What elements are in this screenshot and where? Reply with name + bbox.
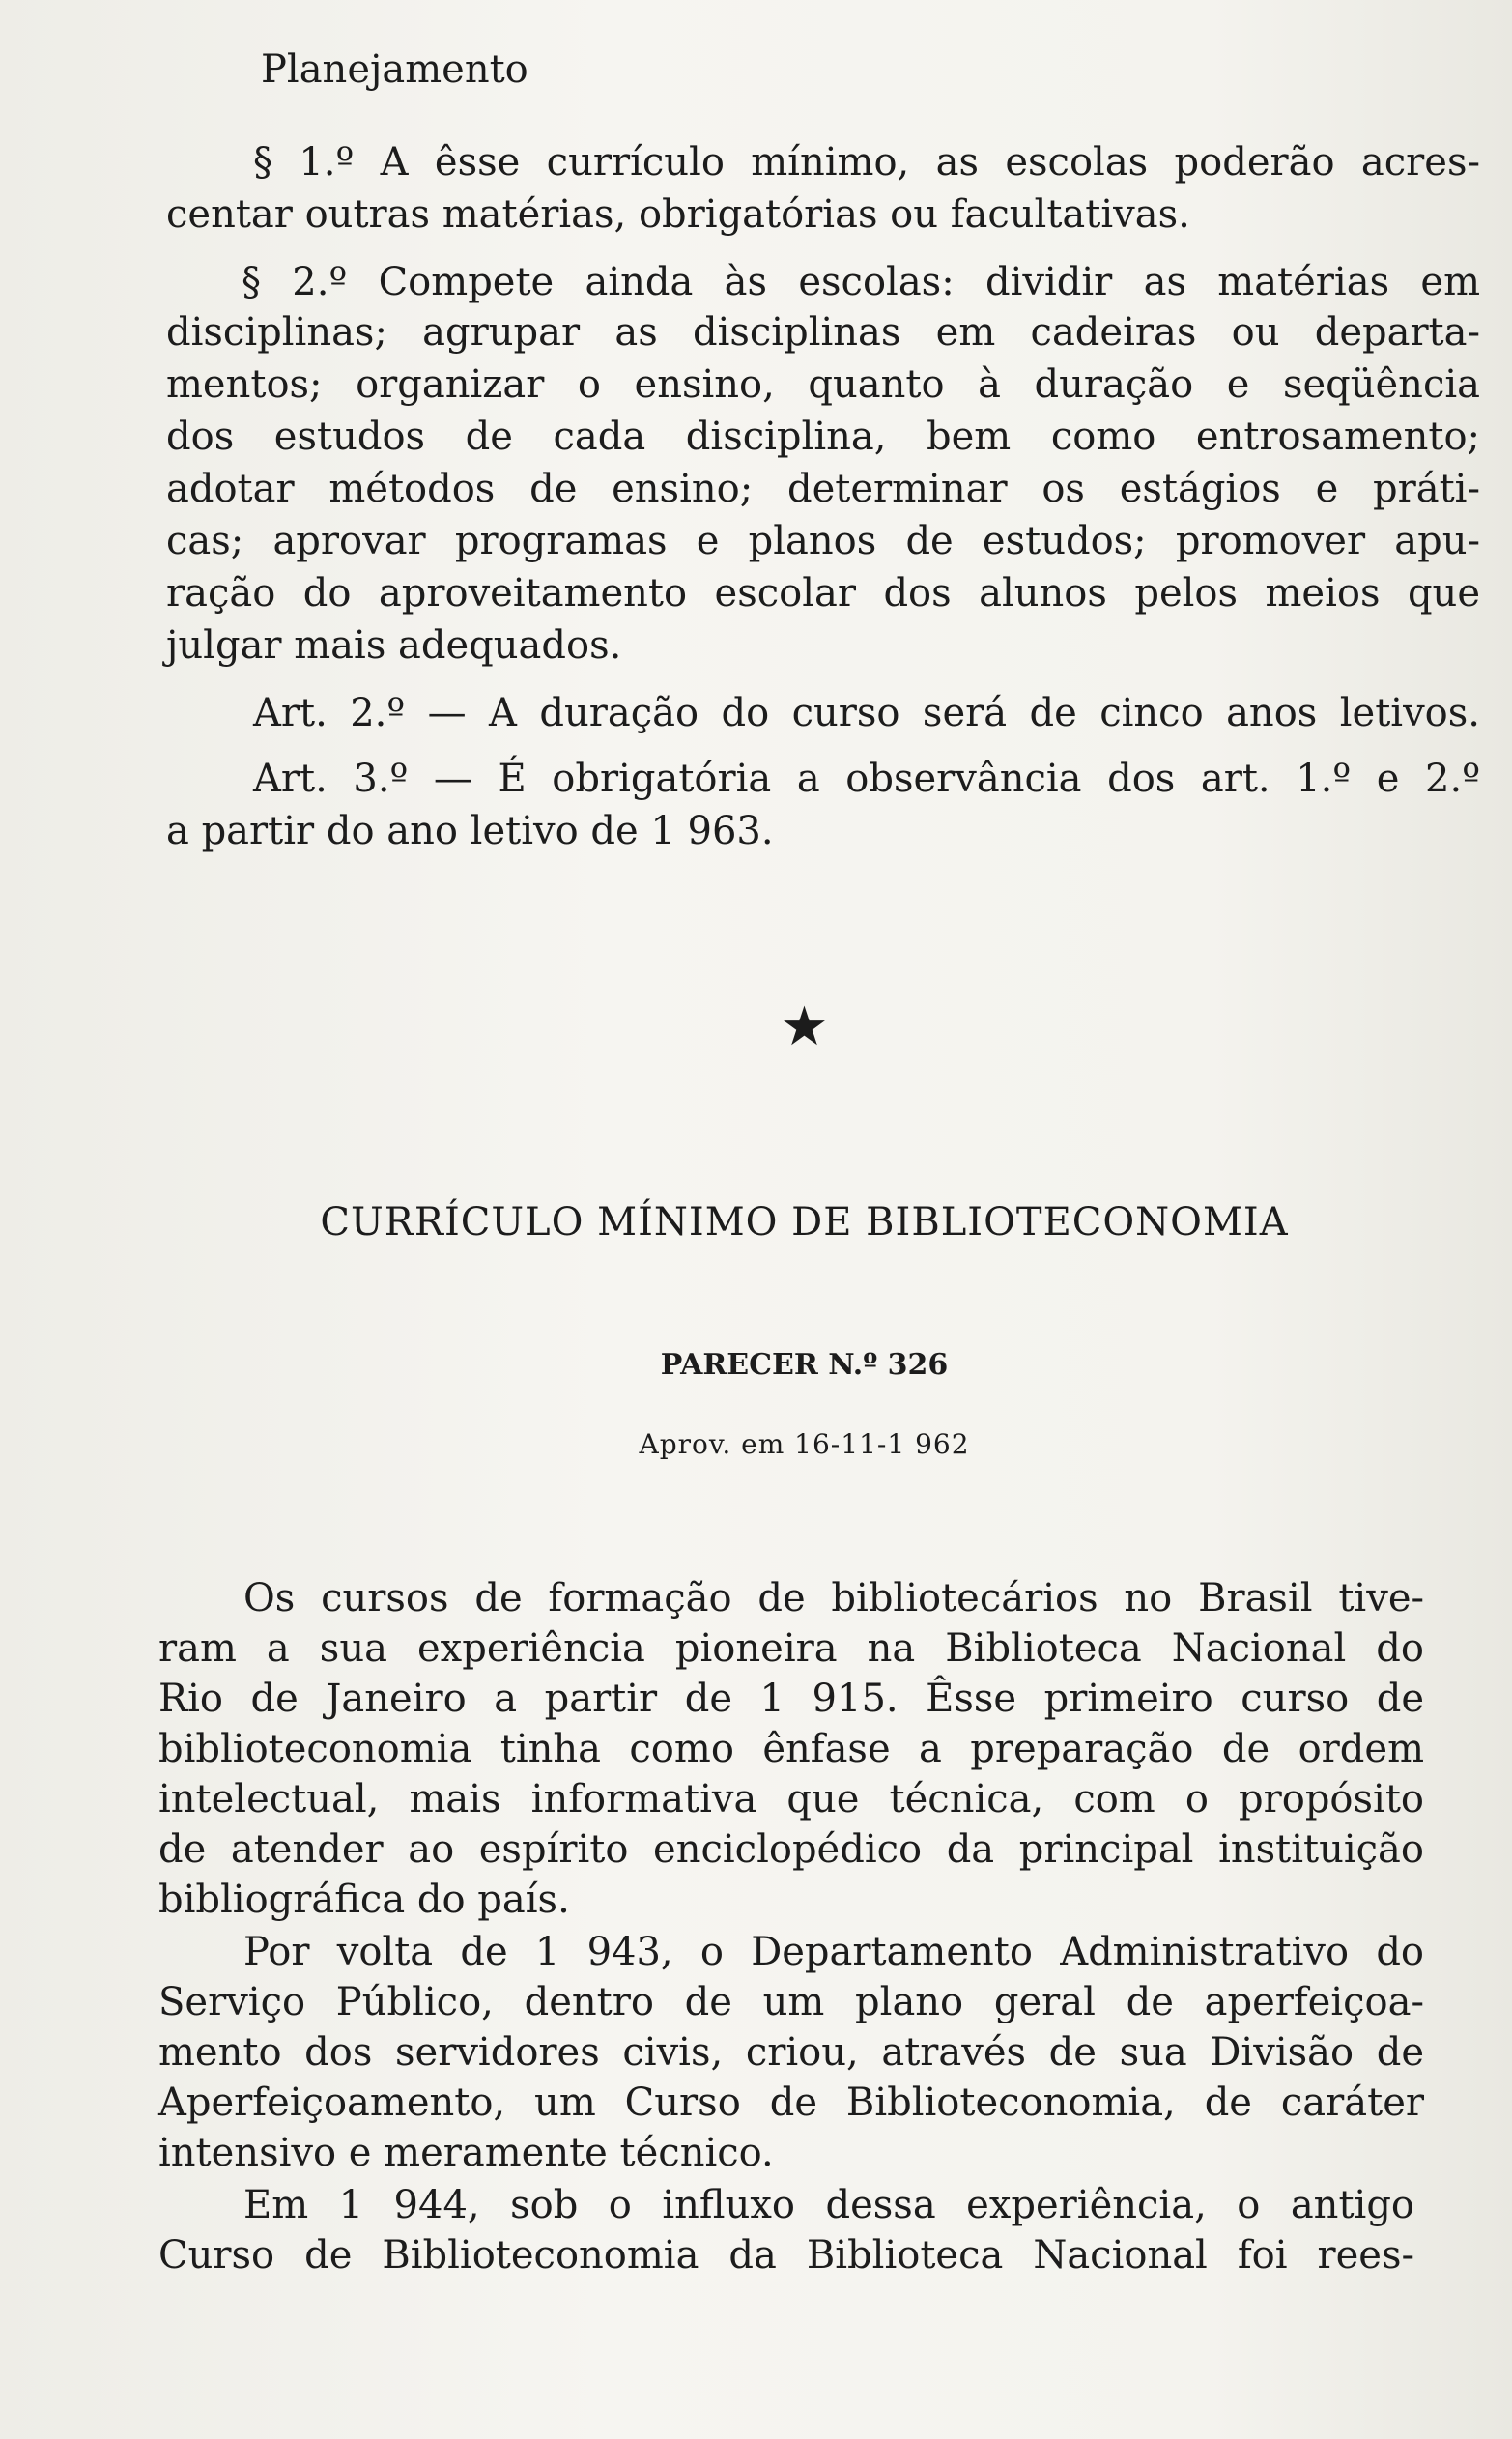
paragraph-line: dos estudos de cada disciplina, bem como entrosamento; — [166, 415, 1480, 459]
body-line: de atender ao espírito enciclopédico da principal instituição — [158, 1827, 1424, 1872]
paragraph-line: § 1.º A êsse currículo mínimo, as escolas poderão acres- — [253, 140, 1480, 185]
body-line: bibliográfica do país. — [158, 1878, 570, 1922]
paragraph-line: centar outras matérias, obrigatórias ou facultativas. — [166, 192, 1190, 237]
parecer-number: PARECER N.º 326 — [660, 1348, 949, 1382]
section-title: CURRÍCULO MÍNIMO DE BIBLIOTECONOMIA — [320, 1200, 1289, 1245]
article-3-line: a partir do ano letivo de 1 963. — [166, 809, 774, 853]
article-2: Art. 2.º — A duração do curso será de cinco anos letivos. — [253, 691, 1480, 735]
body-line: intelectual, mais informativa que técnica, com o propósito — [158, 1777, 1424, 1822]
body-line: Rio de Janeiro a partir de 1 915. Êsse primeiro curso de — [158, 1677, 1424, 1721]
body-line: intensivo e meramente técnico. — [158, 2131, 774, 2175]
paragraph-line: disciplinas; agrupar as disciplinas em cadeiras ou departa- — [166, 310, 1480, 355]
heading-planejamento: Planejamento — [261, 47, 528, 92]
body-line: Por volta de 1 943, o Departamento Administrativo do — [243, 1930, 1424, 1974]
star-separator-icon: ★ — [780, 995, 829, 1058]
paragraph-line: ração do aproveitamento escolar dos alunos pelos meios que — [166, 571, 1480, 616]
paragraph-line: adotar métodos de ensino; determinar os estágios e práti- — [166, 467, 1480, 511]
approval-date: Aprov. em 16-11-1 962 — [639, 1428, 970, 1460]
body-line: mento dos servidores civis, criou, através de sua Divisão de — [158, 2030, 1424, 2075]
article-3-line: Art. 3.º — É obrigatória a observância dos art. 1.º e 2.º — [253, 757, 1480, 801]
paragraph-line: cas; aprovar programas e planos de estudos; promover apu- — [166, 519, 1480, 563]
body-line: Aperfeiçoamento, um Curso de Biblioteconomia, de caráter — [158, 2080, 1424, 2125]
body-line: biblioteconomia tinha como ênfase a preparação de ordem — [158, 1727, 1424, 1771]
body-line: Em 1 944, sob o influxo dessa experiência, o antigo — [243, 2183, 1414, 2227]
body-line: Curso de Biblioteconomia da Biblioteca Nacional foi rees- — [158, 2233, 1414, 2278]
paragraph-line: julgar mais adequados. — [166, 623, 622, 668]
paragraph-line: mentos; organizar o ensino, quanto à duração e seqüência — [166, 362, 1480, 407]
paragraph-line: § 2.º Compete ainda às escolas: dividir as matérias em — [242, 260, 1480, 304]
body-line: Serviço Público, dentro de um plano geral de aperfeiçoa- — [158, 1980, 1424, 2024]
body-line: ram a sua experiência pioneira na Biblioteca Nacional do — [158, 1626, 1424, 1671]
body-line: Os cursos de formação de bibliotecários no Brasil tive- — [243, 1576, 1424, 1621]
